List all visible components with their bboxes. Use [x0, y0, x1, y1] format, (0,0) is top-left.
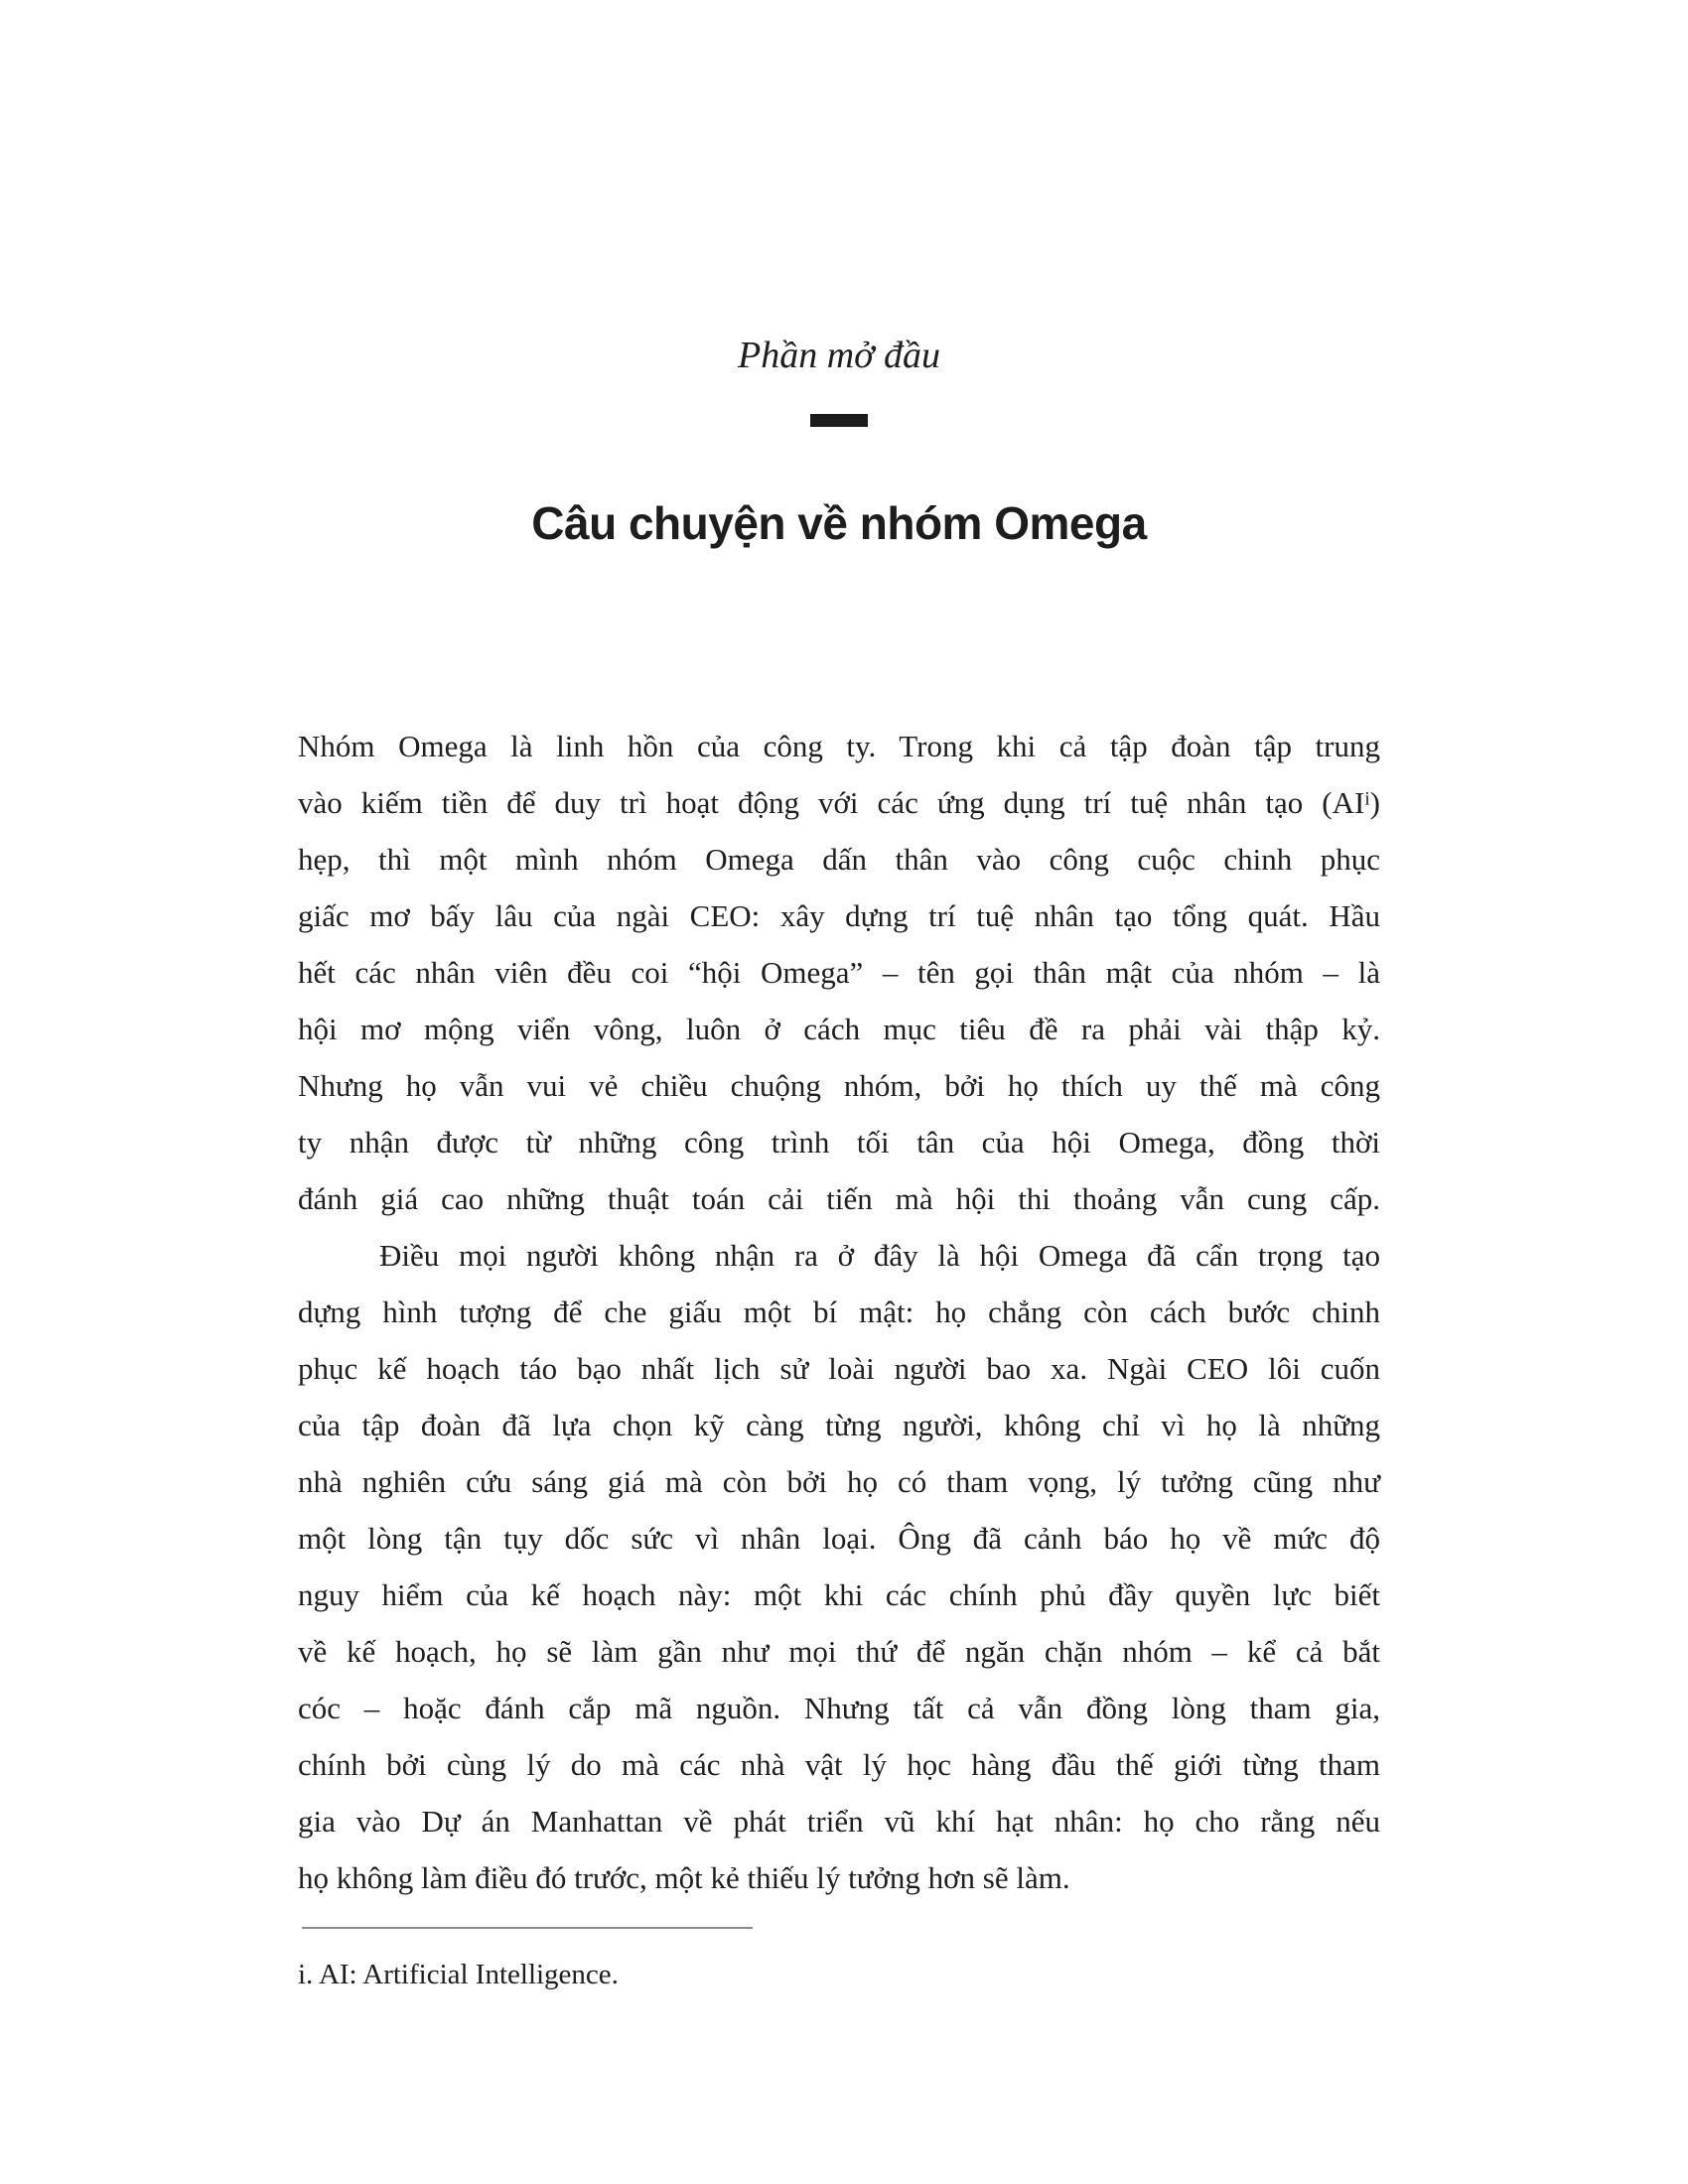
- section-divider-bar: [810, 414, 868, 427]
- body-line: ty nhận được từ những công trình tối tân của hội Omega, đồng thời: [298, 1125, 1380, 1160]
- body-line: nhà nghiên cứu sáng giá mà còn bởi họ có tham vọng, lý tưởng cũng như: [298, 1464, 1380, 1499]
- paragraph-1: [298, 718, 1380, 1227]
- body-line: gia vào Dự án Manhattan về phát triển vũ khí hạt nhân: họ cho rằng nếu: [298, 1804, 1380, 1839]
- body-line: Nhưng họ vẫn vui vẻ chiều chuộng nhóm, bởi họ thích uy thế mà công: [298, 1068, 1380, 1103]
- body-line: Nhóm Omega là linh hồn của công ty. Trong khi cả tập đoàn tập trung: [298, 729, 1380, 763]
- body-line: họ không làm điều đó trước, một kẻ thiếu lý tưởng hơn sẽ làm.: [298, 1860, 1070, 1895]
- body-line: hội mơ mộng viển vông, luôn ở cách mục tiêu đề ra phải vài thập kỷ.: [298, 1012, 1380, 1046]
- body-line: một lòng tận tụy dốc sức vì nhân loại. Ông đã cảnh báo họ về mức độ: [298, 1521, 1380, 1556]
- body-line: nguy hiểm của kế hoạch này: một khi các chính phủ đầy quyền lực biết: [298, 1577, 1380, 1612]
- prologue-label: Phần mở đầu: [738, 335, 940, 376]
- body-line: phục kế hoạch táo bạo nhất lịch sử loài người bao xa. Ngài CEO lôi cuốn: [298, 1351, 1380, 1386]
- body-line-text: ): [1369, 785, 1380, 820]
- body-line: dựng hình tượng để che giấu một bí mật: họ chẳng còn cách bước chinh: [298, 1295, 1380, 1329]
- body-line: về kế hoạch, họ sẽ làm gần như mọi thứ để ngăn chặn nhóm – kể cả bắt: [298, 1634, 1380, 1669]
- body-line: hẹp, thì một mình nhóm Omega dấn thân vào công cuộc chinh phục: [298, 842, 1380, 877]
- body-line: đánh giá cao những thuật toán cải tiến mà hội thi thoảng vẫn cung cấp.: [298, 1181, 1380, 1216]
- paragraph-2: [298, 1227, 1380, 1906]
- body-text: [298, 718, 1380, 1906]
- body-line: [298, 774, 1380, 831]
- body-line: giấc mơ bấy lâu của ngài CEO: xây dựng trí tuệ nhân tạo tổng quát. Hầu: [298, 898, 1380, 933]
- body-line-text: vào kiếm tiền để duy trì hoạt động với các ứng dụng trí tuệ nhân tạo (AI: [298, 785, 1365, 820]
- body-line: hết các nhân viên đều coi “hội Omega” – tên gọi thân mật của nhóm – là: [298, 955, 1380, 990]
- footnote-divider-rule: [302, 1927, 753, 1929]
- body-line: Điều mọi người không nhận ra ở đây là hội Omega đã cẩn trọng tạo: [379, 1238, 1380, 1273]
- footnote-text: i. AI: Artificial Intelligence.: [298, 1959, 619, 1990]
- body-line: của tập đoàn đã lựa chọn kỹ càng từng người, không chỉ vì họ là những: [298, 1408, 1380, 1442]
- chapter-title: Câu chuyện về nhóm Omega: [531, 496, 1147, 549]
- text-block: [298, 0, 1380, 2184]
- body-line: cóc – hoặc đánh cắp mã nguồn. Nhưng tất cả vẫn đồng lòng tham gia,: [298, 1691, 1380, 1725]
- footnote-marker-superscript: i: [1364, 788, 1370, 810]
- body-line: chính bởi cùng lý do mà các nhà vật lý học hàng đầu thế giới từng tham: [298, 1747, 1380, 1782]
